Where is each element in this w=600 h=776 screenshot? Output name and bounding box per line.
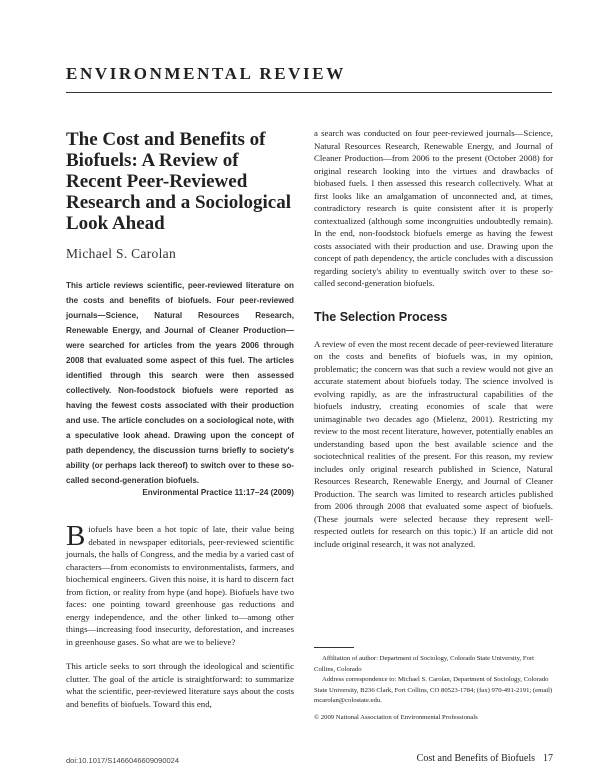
selection-paragraph: A review of even the most recent decade of peer-reviewed literature on the costs and benefits of biofuels was, in my opinion, problematic; the concern was that such a review would not give an accurate statement about biofuels today. The science involved is evolving rapidly, as are the infrastructural capabilities of the biofuels industry, creating economies of scale that were unimaginable two decades ago (Mielenz, 2001). Restricting my review to the most recent literature, however, potentially enables an understanding based upon the best available science and the sociotechnical realities of the present. For this reason, my review includes only original research published in Science, Natural Resources Research, Renewable Energy, and Journal of Cleaner Production. The search was limited to research articles published from 2006 through 2008 that evaluated some aspect of biofuels. (These journals were selected because they represent well-respected outlets for research on this topic.) If an article did not include original research, it was not analyzed. <box>314 338 553 549</box>
right-paragraph-1: a search was conducted on four peer-reviewed journals—Science, Natural Resources Research, Renewable Energy, and Journal of Cleaner Production—from 2006 to the present (October 2008) for original research looking into the virtues and drawbacks of biobased fuels. I then assessed this research collectively. What at first looks like an amalgamation of unconnected and, at times, contradictory research is quite consistent after it is properly contextualized (although some incongruities undoubtedly remain). In the end, non-foodstock biofuels emerge as having the fewest costs associated with their production and use. Drawing upon the concept of path dependency, the article concludes with a discussion regarding society's ability to eventually switch over to these so-called second-generation biofuels. <box>314 128 553 288</box>
section-heading: The Selection Process <box>314 309 448 324</box>
footer-doi: doi:10.1017/S1466046609090024 <box>66 756 180 765</box>
header-rule <box>66 92 552 93</box>
drop-cap: B <box>66 520 86 552</box>
footnote-affiliation: Affiliation of author: Department of Sociology, Colorado State University, Fort Collins, Colorado <box>314 655 535 673</box>
footnote-correspondence: Address correspondence to: Michael S. Carolan, Department of Sociology, Colorado State University, B236 Clark, Fort Collins, CO 80523-1784; (fax) 970-491-2191; (email) mcarolan@colostate.edu. <box>314 676 553 704</box>
left-column <box>66 127 294 722</box>
footer-running-head <box>417 753 553 764</box>
intro-paragraph-1 <box>66 520 294 648</box>
article-title: The Cost and Benefits of Biofuels: A Review of Recent Peer-Reviewed Research and a Sociological Look Ahead <box>66 129 292 234</box>
page-number: 17 <box>543 753 553 764</box>
right-column <box>314 127 553 562</box>
journal-citation: Environmental Practice 11:17–24 (2009) <box>142 488 294 497</box>
footnote-copyright: © 2009 National Association of Environmental Professionals <box>314 713 478 721</box>
intro-paragraph-1-text: iofuels have been a hot topic of late, their value being debated in newspaper editorials, peer-reviewed scientific journals, the halls of Congress, and the media by a varied cast of characters—from economists to environmentalists, farmers, and biochemical engineers. Given this noise, it is hard to discern fact from fiction, or reality from hype (and hope). Biofuels have two faces: one pointing toward greenhouse gas reductions and energy independence, and the other linked to—among other things—increasing food insecurity, deforestation, and increases in greenhouse gases. So what are we to believe? <box>66 524 294 647</box>
author-name: Michael S. Carolan <box>66 246 176 261</box>
footnote-rule <box>314 647 354 648</box>
running-title: Cost and Benefits of Biofuels <box>416 753 535 764</box>
abstract: This article reviews scientific, peer-reviewed literature on the costs and benefits of biofuels. Four peer-reviewed journals—Science, Natural Resources Research, Renewable Energy, and Journal of Cleaner Production—were searched for articles from the years 2006 through 2008 that evaluated some aspect of this fuel. The articles identified through this search were then assessed collectively. Non-foodstock biofuels were reported as having the fewest costs associated with their production and use. The article concludes on a sociological note, with a speculative look ahead. Drawing upon the concept of path dependency, the discussion turns briefly to society's ability (or perhaps lack thereof) to switch over to these so-called second-generation biofuels. <box>66 281 294 485</box>
section-label: ENVIRONMENTAL REVIEW <box>66 64 346 83</box>
footnotes <box>314 654 553 723</box>
intro-paragraph-2: This article seeks to sort through the ideological and scientific clutter. The goal of the article is straightforward: to summarize what the scientific, peer-reviewed literature says about the costs and benefits of biofuels. Toward this end, <box>66 661 294 709</box>
